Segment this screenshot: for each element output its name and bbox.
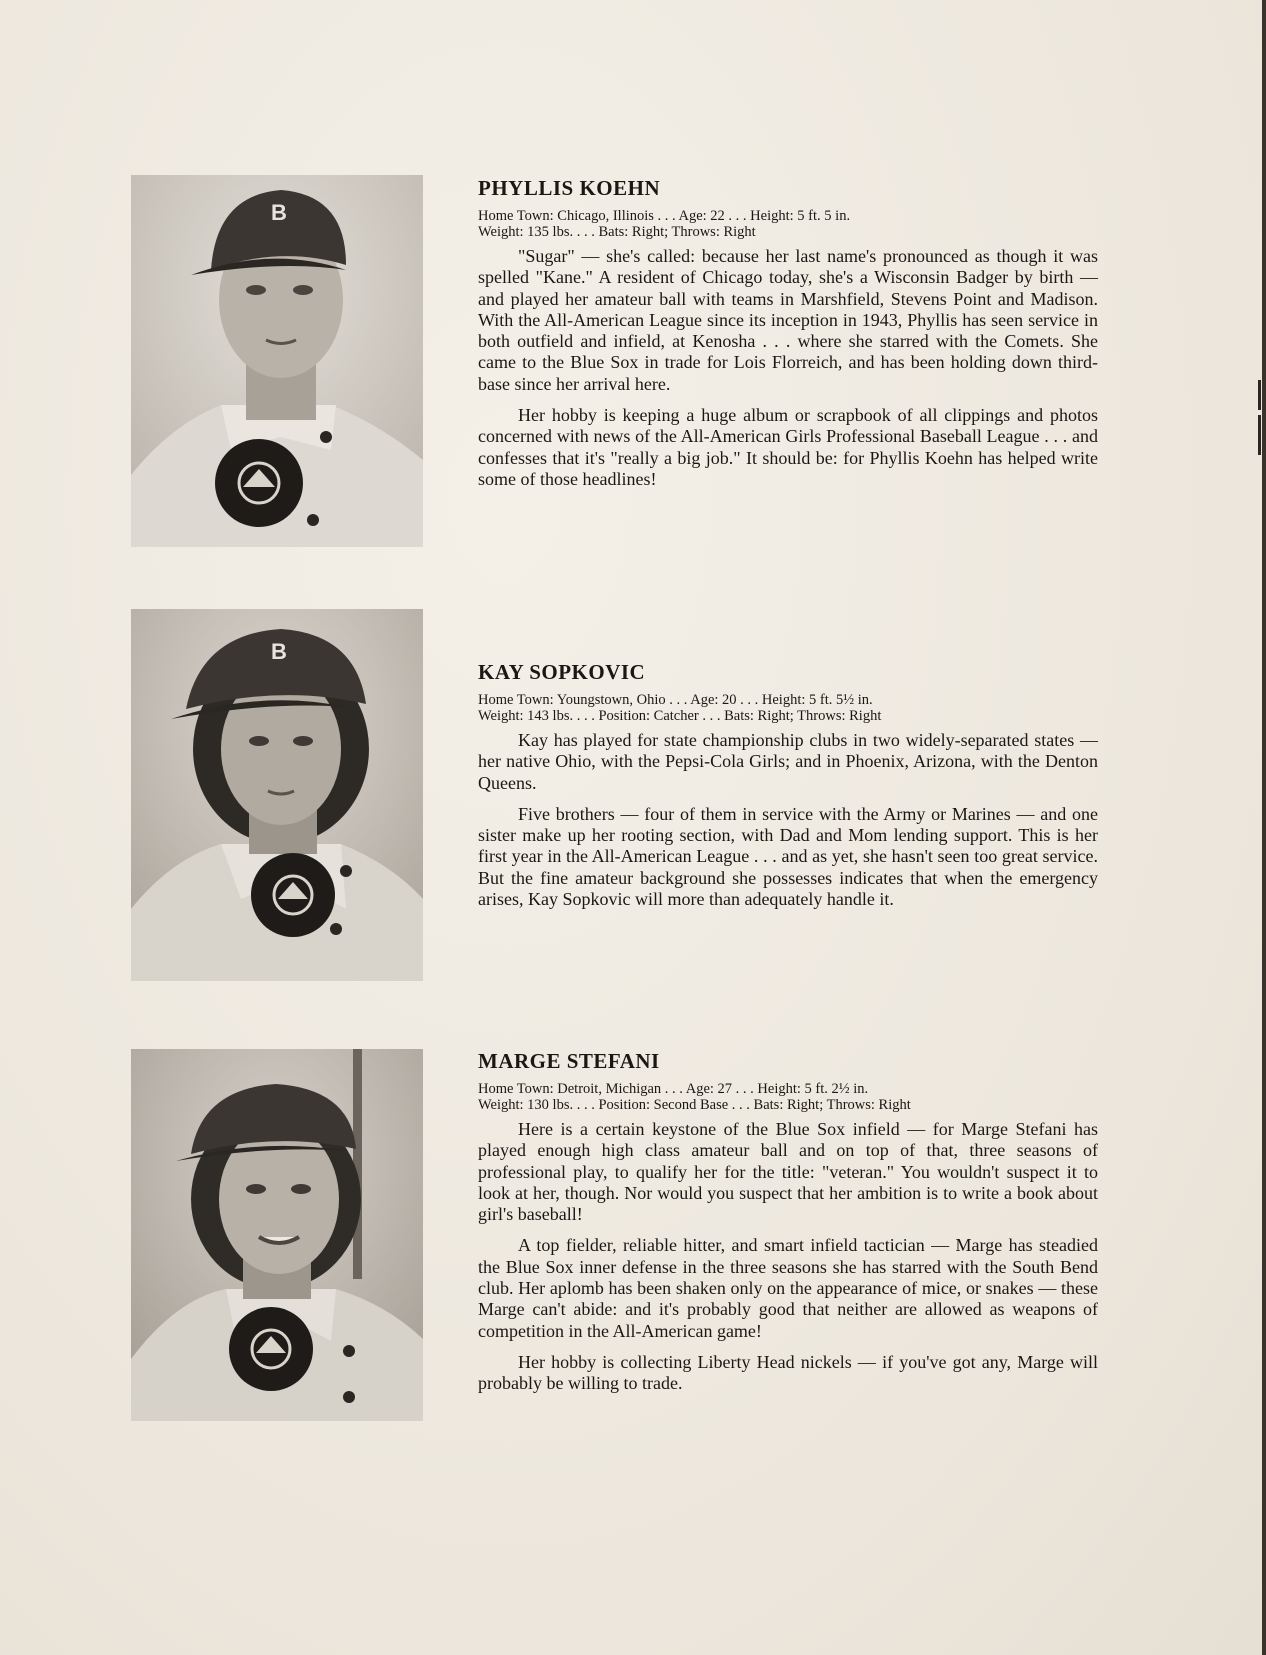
bio-paragraph: Five brothers — four of them in service with the Army or Marines — and one sister make up her rooting section, with Dad and Mom lending support. This is her first year in the All-American League . . . and as yet, she hasn't seen too great service. But the fine amateur background she possesses indicates that when the emergency arises, Kay Sopkovic will more than adequately handle it.	[478, 803, 1098, 910]
binding-mark	[1258, 380, 1261, 410]
bio-paragraph: Kay has played for state championship clubs in two widely-separated states — her native Ohio, with the Pepsi-Cola Girls; and in Phoenix, Arizona, with the Denton Queens.	[478, 730, 1098, 793]
bio-paragraph: Her hobby is keeping a huge album or scrapbook of all clippings and photos concerned with news of the All-American Girls Professional Baseball League . . . and confesses that it's "really a big job." It should be: for Phyllis Koehn has helped write some of those headlines!	[478, 405, 1098, 489]
player-stats	[478, 208, 1098, 240]
stats-line-1: Home Town: Detroit, Michigan . . . Age: 27 . . . Height: 5 ft. 2½ in.	[478, 1081, 869, 1097]
player-stats	[478, 1081, 1098, 1113]
bio-paragraph: Her hobby is collecting Liberty Head nickels — if you've got any, Marge will probably be willing to trade.	[478, 1351, 1098, 1394]
portrait-image	[131, 1049, 423, 1421]
player-photo	[131, 1049, 423, 1421]
portrait-image	[131, 175, 423, 547]
cap-letter: B	[271, 639, 287, 664]
cap-letter: B	[271, 200, 287, 225]
stats-line-2: Weight: 135 lbs. . . . Bats: Right; Throws: Right	[478, 224, 756, 240]
bio-paragraph: Here is a certain keystone of the Blue Sox infield — for Marge Stefani has played enough high class amateur ball and on top of that, three seasons of professional play, to qualify her for the title: "veteran." You wouldn't suspect it to look at her, though. Nor would you suspect that her ambition is to write a book about girl's baseball!	[478, 1119, 1098, 1225]
player-bio	[478, 1049, 1098, 1405]
bio-paragraph: A top fielder, reliable hitter, and smart infield tactician — Marge has steadied the Blue Sox inner defense in the three seasons she has starred with the South Bend club. Her aplomb has been shaken only on the appearance of mice, or snakes — these Marge can't abide: and it's probably good that neither are allowed as weapons of competition in the All-American game!	[478, 1235, 1098, 1341]
player-photo	[131, 175, 423, 547]
stats-line-2: Weight: 130 lbs. . . . Position: Second Base . . . Bats: Right; Throws: Right	[478, 1097, 911, 1113]
player-name: MARGE STEFANI	[478, 1049, 660, 1073]
portrait-image	[131, 609, 423, 981]
stats-line-2: Weight: 143 lbs. . . . Position: Catcher . . . Bats: Right; Throws: Right	[478, 708, 882, 724]
page-edge	[1262, 0, 1266, 1655]
stats-line-1: Home Town: Chicago, Illinois . . . Age: 22 . . . Height: 5 ft. 5 in.	[478, 208, 851, 224]
binding-mark	[1258, 415, 1261, 455]
player-bio	[478, 176, 1098, 500]
player-bio	[478, 660, 1098, 920]
player-name: PHYLLIS KOEHN	[478, 176, 661, 200]
bio-paragraph: "Sugar" — she's called: because her last name's pronounced as though it was spelled "Kane." A resident of Chicago today, she's a Wisconsin Badger by birth — and played her amateur ball with teams in Marshfield, Stevens Point and Madison. With the All-American League since its inception in 1943, Phyllis has seen service in both outfield and infield, at Kenosha . . . where she starred with the Comets. She came to the Blue Sox in trade for Lois Florreich, and has been holding down third-base since her arrival here.	[478, 246, 1098, 394]
player-name: KAY SOPKOVIC	[478, 660, 646, 684]
player-stats	[478, 692, 1098, 724]
player-photo	[131, 609, 423, 981]
stats-line-1: Home Town: Youngstown, Ohio . . . Age: 20 . . . Height: 5 ft. 5½ in.	[478, 692, 873, 708]
